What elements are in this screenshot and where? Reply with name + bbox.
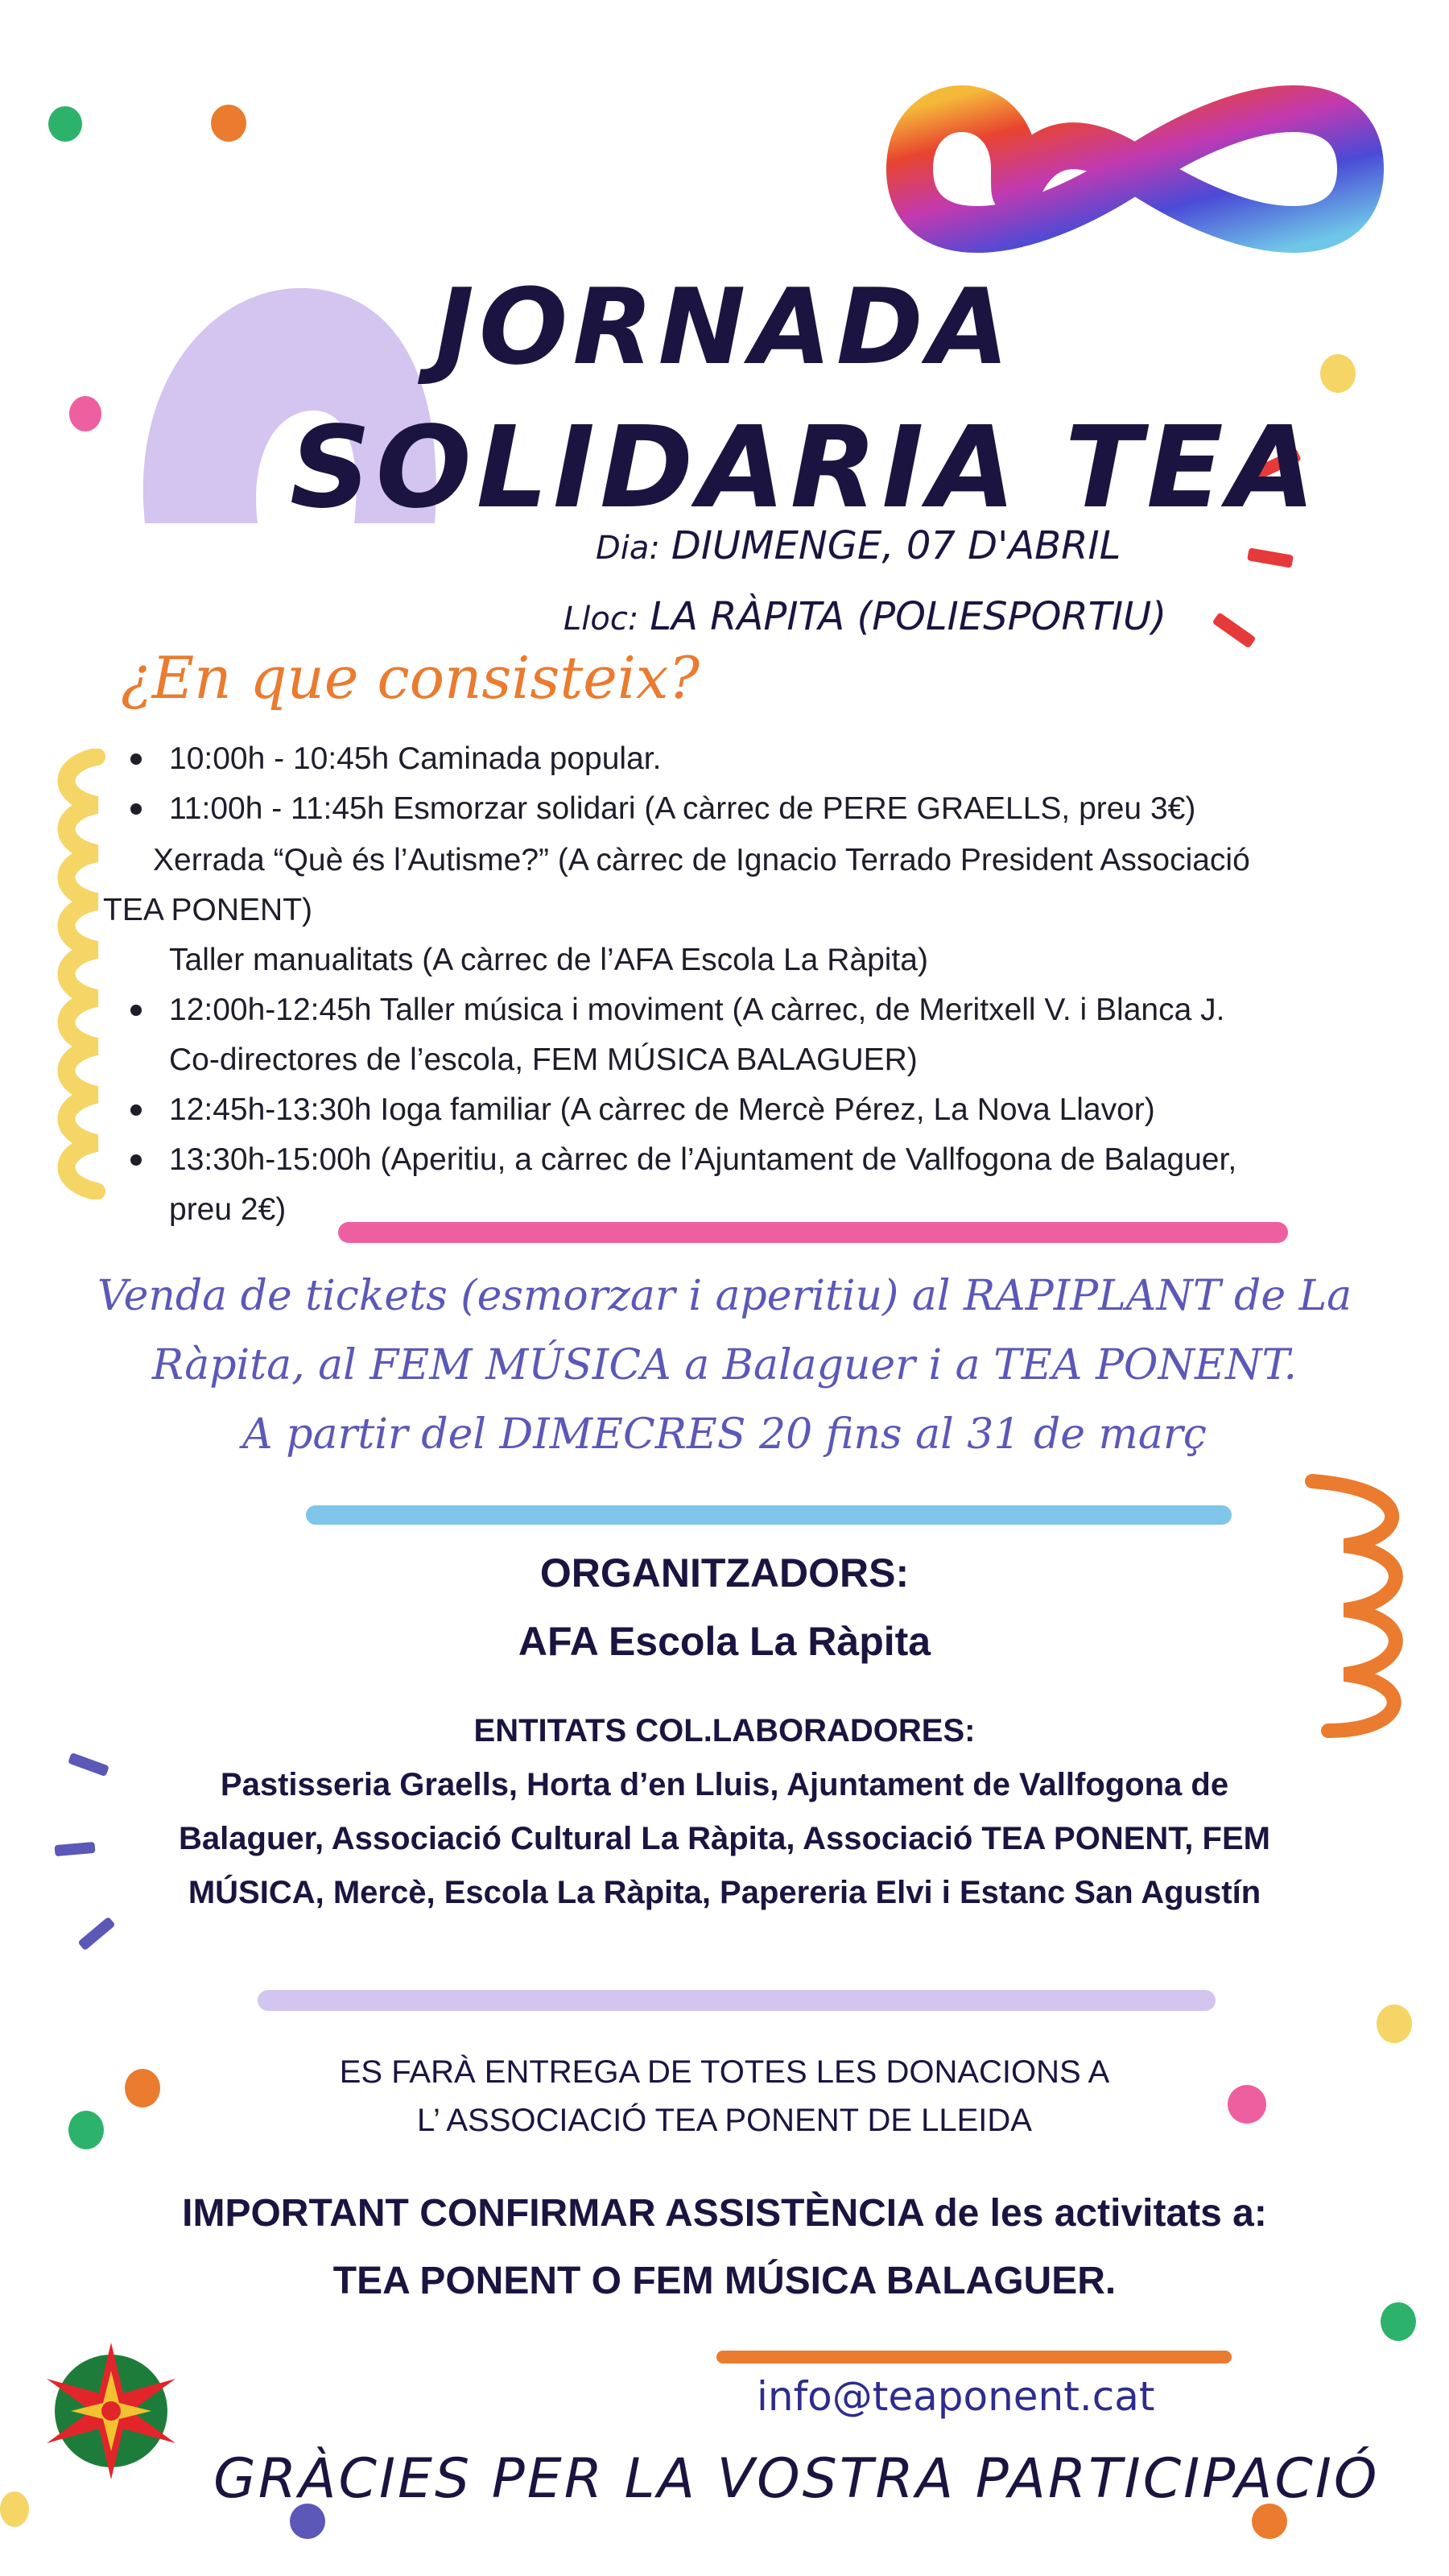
program-line-8: 12:45h-13:30h Ioga familiar (A càrrec de Mercè Pérez, La Nova Llavor) xyxy=(169,1092,1155,1127)
lavender-divider xyxy=(258,1990,1216,2011)
collaborators-heading: ENTITATS COL.LABORADORES: xyxy=(473,1713,976,1748)
tickets-line-2: Ràpita, al FEM MÚSICA a Balaguer i a TEA PONENT. xyxy=(151,1341,1298,1389)
pink-dot xyxy=(69,396,101,431)
tickets-line-1: Venda de tickets (esmorzar i aperitiu) al RAPIPLANT de La xyxy=(97,1272,1352,1320)
donations-line-2: L’ ASSOCIACIÓ TEA PONENT DE LLEIDA xyxy=(417,2103,1032,2138)
program-line-6: 12:00h-12:45h Taller música i moviment (A càrrec, de Meritxell V. i Blanca J. xyxy=(169,993,1225,1027)
orange-divider xyxy=(716,2351,1232,2363)
green-dot xyxy=(48,106,82,142)
collaborators-line-2: Balaguer, Associació Cultural La Ràpita, Associació TEA PONENT, FEM xyxy=(179,1821,1270,1856)
tickets-line-3: A partir del DIMECRES 20 fins al 31 de març xyxy=(242,1410,1207,1459)
rainbow-infinity-icon xyxy=(877,32,1393,306)
thanks-message: GRÀCIES PER LA VOSTRA PARTICIPACIÓ xyxy=(213,2447,1380,2511)
program-line-4: TEA PONENT) xyxy=(103,893,313,927)
event-place xyxy=(564,594,1166,639)
green-dot-3 xyxy=(1381,2302,1416,2341)
pink-divider xyxy=(338,1222,1288,1243)
page-title-line-1: JORNADA xyxy=(435,266,1014,388)
event-day-label: Dia: xyxy=(596,530,660,567)
orange-spiral-shape xyxy=(1296,1473,1425,1739)
yellow-dot-2 xyxy=(1377,2004,1412,2043)
bullet xyxy=(130,1005,142,1016)
donations-line-1: ES FARÀ ENTREGA DE TOTES LES DONACIONS A xyxy=(339,2054,1110,2090)
program-line-1: 10:00h - 10:45h Caminada popular. xyxy=(169,741,662,776)
program-line-5: Taller manualitats (A càrrec de l’AFA Escola La Ràpita) xyxy=(169,943,928,977)
yellow-squiggle-shape xyxy=(40,749,145,1199)
red-star-logo-icon xyxy=(39,2339,184,2483)
purple-dash-3 xyxy=(77,1917,115,1951)
bullet xyxy=(130,753,142,765)
contact-email-link[interactable]: info@teaponent.cat xyxy=(757,2373,1155,2420)
yellow-dot-3 xyxy=(0,2491,29,2527)
program-heading: ¿En que consisteix? xyxy=(121,644,700,712)
red-dash-2 xyxy=(1247,547,1294,568)
confirm-line-2: TEA PONENT O FEM MÚSICA BALAGUER. xyxy=(332,2260,1117,2302)
event-day xyxy=(596,523,1121,568)
organizers-heading: ORGANITZADORS: xyxy=(539,1550,910,1596)
orange-dot xyxy=(211,105,246,142)
event-place-value: LA RÀPITA (POLIESPORTIU) xyxy=(650,594,1167,639)
collaborators-line-3: MÚSICA, Mercè, Escola La Ràpita, Papereria Elvi i Estanc San Agustín xyxy=(188,1875,1261,1910)
organizers-name: AFA Escola La Ràpita xyxy=(518,1619,931,1664)
confirm-line-1: IMPORTANT CONFIRMAR ASSISTÈNCIA de les activitats a: xyxy=(182,2192,1267,2235)
page-title-line-2: SOLIDARIA TEA xyxy=(289,402,1321,534)
program-line-10: preu 2€) xyxy=(169,1192,287,1227)
program-line-3: Xerrada “Què és l’Autisme?” (A càrrec de Ignacio Terrado President Associació xyxy=(153,843,1250,877)
bullet xyxy=(130,1104,142,1116)
program-line-2: 11:00h - 11:45h Esmorzar solidari (A càrrec de PERE GRAELLS, preu 3€) xyxy=(169,791,1196,826)
collaborators-line-1: Pastisseria Graells, Horta d’en Lluis, Ajuntament de Vallfogona de xyxy=(220,1767,1229,1802)
blue-divider xyxy=(306,1505,1232,1525)
program-line-7: Co-directores de l’escola, FEM MÚSICA BALAGUER) xyxy=(169,1042,918,1077)
event-day-value: DIUMENGE, 07 D'ABRIL xyxy=(671,523,1121,568)
program-line-9: 13:30h-15:00h (Aperitiu, a càrrec de l’Ajuntament de Vallfogona de Balaguer, xyxy=(169,1142,1237,1177)
event-place-label: Lloc: xyxy=(564,601,639,638)
bullet xyxy=(130,803,142,815)
bullet xyxy=(130,1154,142,1166)
red-dash-3 xyxy=(1212,612,1256,648)
